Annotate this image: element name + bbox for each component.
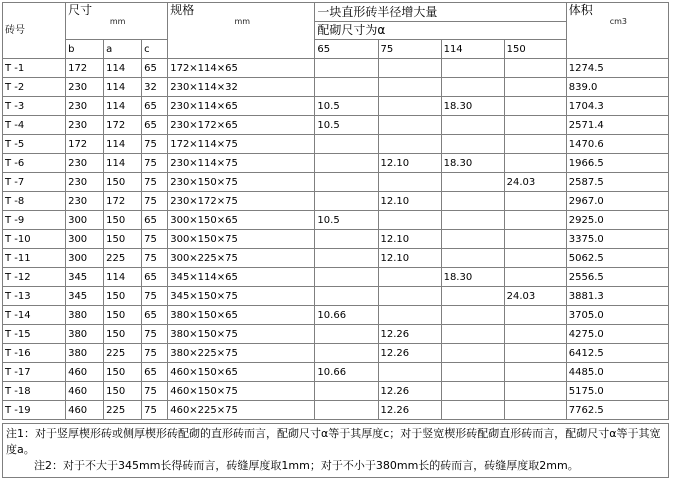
cell-b: 380	[66, 325, 104, 344]
cell-v114	[441, 249, 504, 268]
cell-c: 65	[142, 306, 168, 325]
cell-v150	[504, 325, 566, 344]
cell-spec: 380×225×75	[168, 344, 315, 363]
cell-spec: 300×150×65	[168, 211, 315, 230]
cell-v65	[315, 344, 378, 363]
cell-c: 75	[142, 192, 168, 211]
cell-v114	[441, 382, 504, 401]
cell-vol: 7762.5	[566, 401, 668, 420]
cell-b: 380	[66, 344, 104, 363]
cell-vol: 839.0	[566, 78, 668, 97]
cell-v75	[378, 116, 441, 135]
cell-a: 150	[104, 382, 142, 401]
cell-v75	[378, 363, 441, 382]
cell-c: 75	[142, 154, 168, 173]
table-row	[3, 154, 669, 173]
cell-v65	[315, 325, 378, 344]
cell-v114	[441, 363, 504, 382]
cell-a: 172	[104, 116, 142, 135]
table-row	[3, 135, 669, 154]
cell-vol: 2556.5	[566, 268, 668, 287]
cell-c: 65	[142, 268, 168, 287]
cell-v75	[378, 135, 441, 154]
cell-spec: 300×225×75	[168, 249, 315, 268]
table-row	[3, 382, 669, 401]
cell-v150	[504, 401, 566, 420]
cell-v150	[504, 249, 566, 268]
table-row	[3, 97, 669, 116]
cell-no: T -8	[3, 192, 66, 211]
cell-b: 460	[66, 401, 104, 420]
header-col-c: c	[142, 40, 168, 59]
cell-c: 75	[142, 344, 168, 363]
cell-b: 300	[66, 211, 104, 230]
cell-spec: 380×150×65	[168, 306, 315, 325]
cell-v65	[315, 59, 378, 78]
cell-vol: 3881.3	[566, 287, 668, 306]
header-col-a: a	[104, 40, 142, 59]
cell-c: 75	[142, 249, 168, 268]
header-col-114: 114	[441, 40, 504, 59]
cell-vol: 5062.5	[566, 249, 668, 268]
cell-v150	[504, 363, 566, 382]
cell-spec: 172×114×65	[168, 59, 315, 78]
table-row	[3, 363, 669, 382]
cell-v114	[441, 173, 504, 192]
cell-a: 114	[104, 97, 142, 116]
cell-v150: 24.03	[504, 173, 566, 192]
table-header	[3, 3, 669, 59]
cell-c: 65	[142, 59, 168, 78]
cell-v150: 24.03	[504, 287, 566, 306]
cell-c: 75	[142, 325, 168, 344]
cell-no: T -13	[3, 287, 66, 306]
cell-no: T -9	[3, 211, 66, 230]
cell-a: 172	[104, 192, 142, 211]
cell-a: 114	[104, 154, 142, 173]
header-col-b: b	[66, 40, 104, 59]
cell-c: 32	[142, 78, 168, 97]
cell-v114	[441, 192, 504, 211]
header-spec-label: 规格	[170, 3, 195, 17]
cell-v150	[504, 268, 566, 287]
header-size-label: 尺寸	[68, 3, 93, 17]
cell-v75: 12.26	[378, 382, 441, 401]
cell-b: 230	[66, 116, 104, 135]
cell-v114	[441, 306, 504, 325]
cell-spec: 460×150×75	[168, 382, 315, 401]
cell-v75	[378, 78, 441, 97]
cell-a: 114	[104, 59, 142, 78]
table-row	[3, 401, 669, 420]
cell-a: 150	[104, 306, 142, 325]
cell-v114	[441, 78, 504, 97]
cell-v75	[378, 59, 441, 78]
cell-v114	[441, 287, 504, 306]
header-col-75: 75	[378, 40, 441, 59]
header-size-unit: mm	[109, 17, 126, 26]
cell-v150	[504, 116, 566, 135]
table-row	[3, 59, 669, 78]
cell-no: T -6	[3, 154, 66, 173]
cell-a: 150	[104, 325, 142, 344]
cell-v65	[315, 173, 378, 192]
cell-spec: 460×225×75	[168, 401, 315, 420]
cell-vol: 3375.0	[566, 230, 668, 249]
cell-vol: 1470.6	[566, 135, 668, 154]
cell-c: 75	[142, 382, 168, 401]
cell-no: T -18	[3, 382, 66, 401]
header-brick-no	[3, 3, 66, 59]
cell-v150	[504, 192, 566, 211]
cell-spec: 345×150×75	[168, 287, 315, 306]
cell-v65: 10.5	[315, 211, 378, 230]
header-spec-unit: mm	[234, 17, 251, 26]
cell-v65	[315, 382, 378, 401]
notes	[2, 423, 669, 478]
cell-a: 150	[104, 287, 142, 306]
cell-c: 65	[142, 211, 168, 230]
cell-v75	[378, 306, 441, 325]
header-spec	[168, 3, 315, 59]
cell-v75	[378, 287, 441, 306]
cell-spec: 230×172×65	[168, 116, 315, 135]
cell-no: T -14	[3, 306, 66, 325]
cell-v75	[378, 211, 441, 230]
cell-b: 345	[66, 268, 104, 287]
cell-v65	[315, 154, 378, 173]
cell-v65: 10.5	[315, 116, 378, 135]
table-row	[3, 306, 669, 325]
note-1: 注1：对于竖厚楔形砖或侧厚楔形砖配砌的直形砖而言，配砌尺寸α等于其厚度c；对于竖宽楔形砖配砌直形砖而言，配砌尺寸α等于其宽度a。	[6, 427, 661, 456]
cell-no: T -4	[3, 116, 66, 135]
cell-vol: 4485.0	[566, 363, 668, 382]
brick-table	[2, 2, 669, 420]
cell-v75: 12.10	[378, 230, 441, 249]
cell-v65: 10.66	[315, 306, 378, 325]
cell-a: 225	[104, 401, 142, 420]
cell-v114	[441, 230, 504, 249]
cell-a: 225	[104, 344, 142, 363]
header-volume	[566, 3, 668, 59]
cell-b: 460	[66, 363, 104, 382]
cell-c: 65	[142, 363, 168, 382]
header-brick-no-text: 砖号	[5, 25, 25, 36]
cell-v114: 18.30	[441, 97, 504, 116]
cell-v150	[504, 306, 566, 325]
cell-a: 225	[104, 249, 142, 268]
table-row	[3, 344, 669, 363]
cell-b: 230	[66, 154, 104, 173]
cell-v114	[441, 344, 504, 363]
cell-v65	[315, 268, 378, 287]
cell-a: 150	[104, 173, 142, 192]
cell-spec: 380×150×75	[168, 325, 315, 344]
cell-v150	[504, 211, 566, 230]
cell-b: 172	[66, 59, 104, 78]
cell-no: T -12	[3, 268, 66, 287]
cell-a: 114	[104, 135, 142, 154]
cell-b: 300	[66, 249, 104, 268]
cell-a: 150	[104, 363, 142, 382]
table-row	[3, 325, 669, 344]
cell-vol: 2587.5	[566, 173, 668, 192]
table-row	[3, 230, 669, 249]
cell-no: T -1	[3, 59, 66, 78]
cell-v65	[315, 401, 378, 420]
cell-a: 150	[104, 211, 142, 230]
cell-b: 380	[66, 306, 104, 325]
cell-vol: 2967.0	[566, 192, 668, 211]
header-increment	[315, 3, 566, 40]
cell-a: 150	[104, 230, 142, 249]
cell-vol: 1966.5	[566, 154, 668, 173]
cell-no: T -19	[3, 401, 66, 420]
cell-vol: 2925.0	[566, 211, 668, 230]
cell-no: T -7	[3, 173, 66, 192]
cell-v150	[504, 382, 566, 401]
table-row	[3, 211, 669, 230]
cell-v114: 18.30	[441, 154, 504, 173]
cell-v150	[504, 154, 566, 173]
cell-no: T -10	[3, 230, 66, 249]
header-size	[66, 3, 168, 40]
cell-v150	[504, 135, 566, 154]
cell-no: T -17	[3, 363, 66, 382]
cell-spec: 230×172×75	[168, 192, 315, 211]
cell-v75: 12.10	[378, 154, 441, 173]
cell-v75: 12.26	[378, 401, 441, 420]
table-row	[3, 173, 669, 192]
cell-v75	[378, 97, 441, 116]
cell-v150	[504, 230, 566, 249]
cell-v65	[315, 192, 378, 211]
cell-b: 230	[66, 97, 104, 116]
table-body	[3, 59, 669, 420]
cell-no: T -5	[3, 135, 66, 154]
cell-no: T -15	[3, 325, 66, 344]
header-increment-label: 一块直形砖半径增大量	[315, 3, 565, 22]
table-row	[3, 287, 669, 306]
cell-no: T -11	[3, 249, 66, 268]
cell-spec: 460×150×65	[168, 363, 315, 382]
cell-v150	[504, 344, 566, 363]
cell-vol: 6412.5	[566, 344, 668, 363]
cell-v75	[378, 173, 441, 192]
cell-c: 75	[142, 135, 168, 154]
cell-v114	[441, 401, 504, 420]
cell-spec: 300×150×75	[168, 230, 315, 249]
cell-v150	[504, 97, 566, 116]
cell-vol: 1274.5	[566, 59, 668, 78]
cell-b: 230	[66, 78, 104, 97]
cell-vol: 2571.4	[566, 116, 668, 135]
header-increment-sub: 配砌尺寸为α	[317, 23, 386, 37]
cell-v114	[441, 116, 504, 135]
cell-v75: 12.10	[378, 249, 441, 268]
cell-b: 345	[66, 287, 104, 306]
cell-spec: 345×114×65	[168, 268, 315, 287]
cell-no: T -2	[3, 78, 66, 97]
cell-b: 230	[66, 192, 104, 211]
table-row	[3, 192, 669, 211]
cell-a: 114	[104, 78, 142, 97]
cell-vol: 5175.0	[566, 382, 668, 401]
cell-c: 75	[142, 173, 168, 192]
header-col-150: 150	[504, 40, 566, 59]
header-col-65: 65	[315, 40, 378, 59]
cell-v65	[315, 78, 378, 97]
cell-vol: 4275.0	[566, 325, 668, 344]
cell-v65	[315, 135, 378, 154]
cell-v114: 18.30	[441, 268, 504, 287]
cell-b: 460	[66, 382, 104, 401]
table-row	[3, 116, 669, 135]
cell-b: 230	[66, 173, 104, 192]
cell-vol: 3705.0	[566, 306, 668, 325]
cell-a: 114	[104, 268, 142, 287]
cell-v114	[441, 59, 504, 78]
cell-vol: 1704.3	[566, 97, 668, 116]
cell-v75: 12.26	[378, 325, 441, 344]
table-row	[3, 249, 669, 268]
cell-c: 75	[142, 230, 168, 249]
cell-c: 75	[142, 401, 168, 420]
header-volume-label: 体积	[568, 3, 593, 17]
cell-v150	[504, 78, 566, 97]
cell-spec: 230×114×32	[168, 78, 315, 97]
header-volume-unit: cm3	[609, 17, 628, 26]
cell-v114	[441, 211, 504, 230]
cell-no: T -3	[3, 97, 66, 116]
table-row	[3, 78, 669, 97]
cell-v75: 12.10	[378, 192, 441, 211]
note-2: 注2：对于不大于345mm长得砖而言，砖缝厚度取1mm；对于不小于380mm长的砖而言，砖缝厚度取2mm。	[34, 459, 579, 472]
cell-v65: 10.5	[315, 97, 378, 116]
table-row	[3, 268, 669, 287]
cell-b: 300	[66, 230, 104, 249]
cell-v65: 10.66	[315, 363, 378, 382]
cell-v65	[315, 249, 378, 268]
cell-v65	[315, 287, 378, 306]
cell-c: 65	[142, 116, 168, 135]
cell-no: T -16	[3, 344, 66, 363]
cell-c: 75	[142, 287, 168, 306]
cell-v150	[504, 59, 566, 78]
cell-v65	[315, 230, 378, 249]
cell-c: 65	[142, 97, 168, 116]
cell-v75	[378, 268, 441, 287]
cell-v114	[441, 135, 504, 154]
cell-v75: 12.26	[378, 344, 441, 363]
cell-spec: 230×150×75	[168, 173, 315, 192]
cell-spec: 230×114×75	[168, 154, 315, 173]
cell-b: 172	[66, 135, 104, 154]
cell-spec: 172×114×75	[168, 135, 315, 154]
cell-v114	[441, 325, 504, 344]
cell-spec: 230×114×65	[168, 97, 315, 116]
